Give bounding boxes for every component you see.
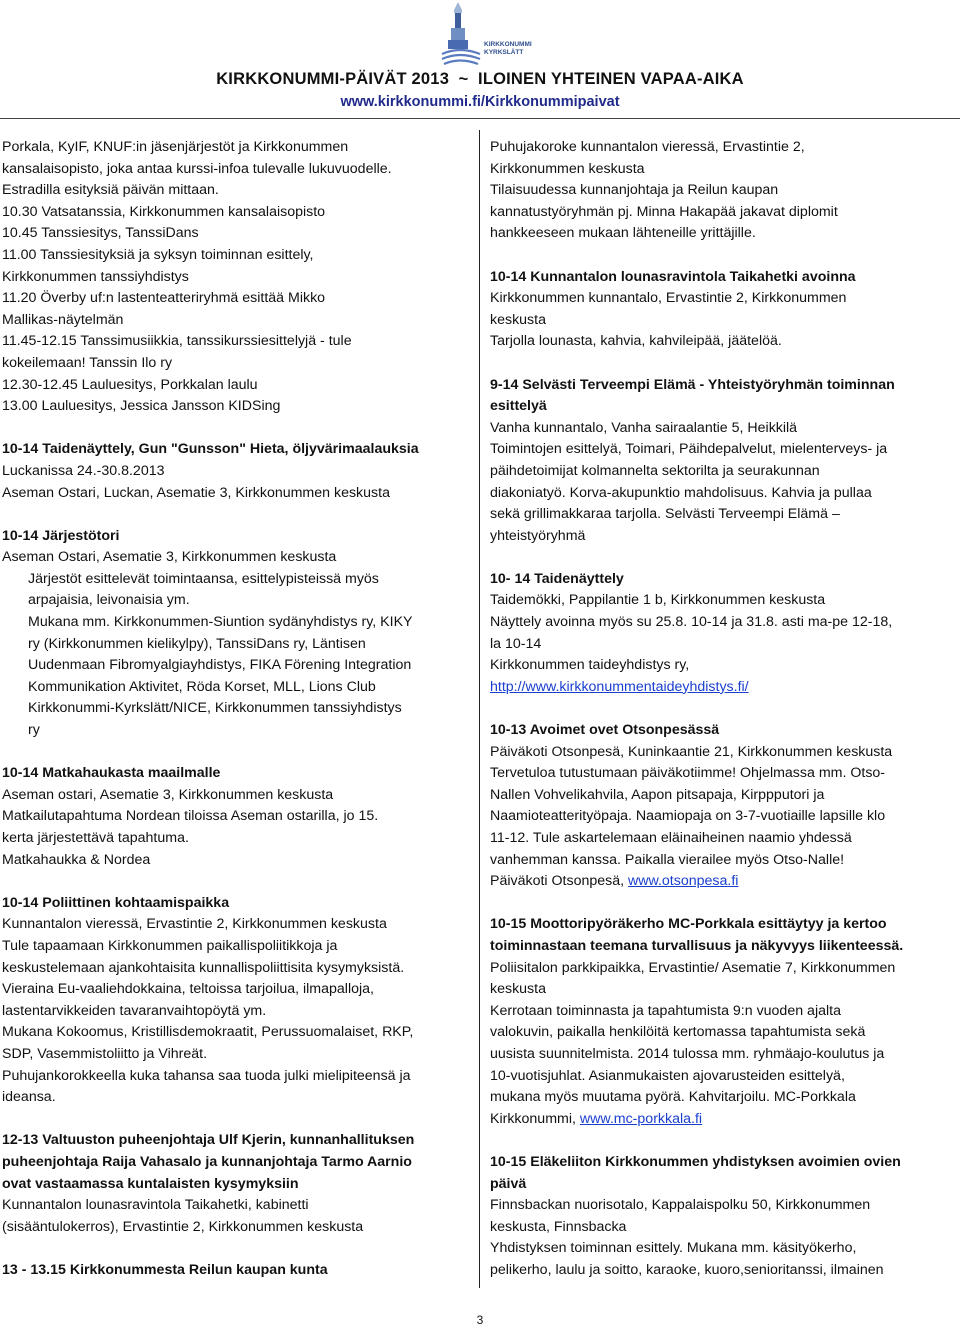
schedule-item: 10.45 Tanssiesitys, TanssiDans: [2, 225, 199, 242]
event-line: Päiväkoti Otsonpesä, Kuninkaantie 21, Kirkkonummen keskusta: [490, 743, 893, 760]
schedule-item: 13.00 Lauluesitys, Jessica Jansson KIDSing: [2, 398, 281, 415]
event-title: toiminnastaan teemana turvallisuus ja näkyvyys liikenteessä.: [490, 937, 904, 954]
event-line: uusista suunnitelmista. 2014 tulossa mm. ryhmäajo-koulutus ja: [490, 1045, 885, 1062]
intro-line: Porkala, KyIF, KNUF:in jäsenjärjestöt ja Kirkkonummen: [2, 139, 349, 155]
event-line: Yhdistyksen toiminnan esittely. Mukana mm. käsityökerho,: [490, 1240, 857, 1257]
event-line: 11-12. Tule askartelemaan eläinaiheinen naamio yhdessä: [490, 830, 852, 846]
header-divider: [0, 118, 960, 119]
event-title: 10-13 Avoimet ovet Otsonpesässä: [490, 722, 720, 739]
event-title: 13 - 13.15 Kirkkonummesta Reilun kaupan kunta: [2, 1261, 328, 1278]
event-line: SDP, Vasemmistoliitto ja Vihreät.: [2, 1045, 208, 1062]
event-title: 9-14 Selvästi Terveempi Elämä - Yhteistyöryhmän toiminnan: [490, 376, 895, 393]
intro-line: Puhujakoroke kunnantalon vieressä, Ervastintie 2,: [490, 139, 805, 155]
right-column: [490, 137, 958, 1281]
intro-line: Kirkkonummen keskusta: [490, 160, 645, 177]
event-title: 10- 14 Taidenäyttely: [490, 570, 624, 587]
event-title: ovat vastaamassa kuntalaisten kysymyksiin: [2, 1175, 299, 1192]
event-line: keskusta, Finnsbacka: [490, 1218, 627, 1235]
event-line: Tule tapaamaan Kirkkonummen paikallispoliitikkoja ja: [2, 937, 338, 954]
event-line: Järjestöt esittelevät toimintaansa, esittelypisteissä myös: [28, 570, 379, 587]
event-line: yhteistyöryhmä: [490, 527, 586, 544]
event-line: Vieraina Eu-vaaliehdokkaina, teltoissa tarjoilua, ilmapalloja,: [2, 981, 374, 998]
mc-porkkala-link[interactable]: www.mc-porkkala.fi: [579, 1110, 703, 1127]
svg-text:KYRKSLÄTT: KYRKSLÄTT: [484, 49, 524, 56]
event-title: 10-14 Taidenäyttely, Gun "Gunsson" Hieta, öljyvärimaalauksia: [2, 441, 419, 458]
event-line: 10-vuotisjuhlat. Asianmukaisten ajovarusteiden esittelyä,: [490, 1067, 845, 1084]
event-title: esittelyä: [490, 398, 547, 415]
event-line: keskusta: [490, 981, 546, 998]
event-line: Tervetuloa tutustumaan päiväkotiimme! Ohjelmassa mm. Otso-: [490, 765, 886, 782]
event-line: Kunnantalon vieressä, Ervastintie 2, Kirkkonummen keskusta: [2, 916, 387, 933]
intro-line: Tilaisuudessa kunnanjohtaja ja Reilun kaupan: [490, 182, 779, 199]
column-divider: [479, 130, 480, 1288]
event-line: sekä grillimakkaraa tarjolla. Selvästi Terveempi Elämä –: [490, 506, 840, 523]
event-line: Aseman ostari, Asematie 3, Kirkkonummen keskusta: [2, 786, 334, 803]
intro-line: kansalaisopisto, joka antaa kurssi-infoa tulevalle lukuvuodelle.: [2, 160, 392, 177]
event-line: lastentarvikkeiden tavaranvaihtopöytä ym.: [2, 1002, 267, 1019]
intro-line: hankkeeseen mukaan lähteneille yrittäjille.: [490, 225, 756, 242]
schedule-item: 11.00 Tanssiesityksiä ja syksyn toiminnan esittely,: [2, 246, 314, 263]
event-line: keskusta: [490, 311, 546, 328]
schedule-item: 12.30-12.45 Lauluesitys, Porkkalan laulu: [2, 376, 258, 393]
event-line: diakoniatyö. Korva-akupunktio mahdolisuus. Kahvia ja pullaa: [490, 484, 872, 501]
event-line: pelikerho, laulu ja soitto, karaoke, kuoro,senioritanssi, ilmainen: [490, 1261, 884, 1278]
event-line: Matkahaukka & Nordea: [2, 851, 151, 868]
event-line: Kunnantalon lounasravintola Taikahetki, kabinetti: [2, 1197, 309, 1214]
event-line: päihdetoimijat kolmannelta sektorilta ja seurakunnan: [490, 462, 820, 479]
schedule-item: 11.20 Överby uf:n lastenteatteriryhmä esittää Mikko: [2, 290, 326, 307]
event-line: la 10-14: [490, 635, 542, 652]
event-title: 10-15 Moottoripyöräkerho MC-Porkkala esittäytyy ja kertoo: [490, 916, 887, 933]
event-line: ideansa.: [2, 1089, 56, 1106]
event-line: Näyttely avoinna myös su 25.8. 10-14 ja 31.8. asti ma-pe 12-18,: [490, 614, 893, 631]
event-line: Kirkkonummi,: [490, 1110, 580, 1127]
event-line: mukana myös muutama pyörä. Kahvitarjoilu. MC-Porkkala: [490, 1089, 856, 1106]
event-line: Vanha kunnantalo, Vanha sairaalantie 5, Heikkilä: [490, 419, 798, 436]
intro-line: Estradilla esityksiä päivän mittaan.: [2, 182, 219, 199]
event-title: 10-14 Kunnantalon lounasravintola Taikahetki avoinna: [490, 268, 856, 285]
event-line: valokuvin, paikalla henkilöitä kertomassa tapahtumista sekä: [490, 1024, 866, 1041]
event-title: 10-14 Poliittinen kohtaamispaikka: [2, 894, 230, 911]
otsonpesa-link[interactable]: www.otsonpesa.fi: [628, 873, 739, 890]
event-line: Kerrotaan toiminnasta ja tapahtumista 9:n vuoden ajalta: [490, 1002, 841, 1019]
event-line: Päiväkoti Otsonpesä,: [490, 873, 629, 890]
event-line: Finnsbackan nuorisotalo, Kappalaispolku 50, Kirkkonummen: [490, 1197, 871, 1214]
event-title: 10-14 Matkahaukasta maailmalle: [2, 765, 221, 782]
event-line: Kommunikation Aktivitet, Röda Korset, MLL, Lions Club: [28, 678, 376, 695]
schedule-item: 10.30 Vatsatanssia, Kirkkonummen kansalaisopisto: [2, 203, 326, 220]
event-title: 12-13 Valtuuston puheenjohtaja Ulf Kjerin, kunnanhallituksen: [2, 1132, 415, 1149]
svg-text:KIRKKONUMMI: KIRKKONUMMI: [484, 41, 532, 48]
event-location: Aseman Ostari, Asematie 3, Kirkkonummen keskusta: [2, 549, 337, 566]
event-line: Naamioteatterityöpaja. Naamiopaja on 3-7-vuotiaille lapsille klo: [490, 808, 886, 825]
event-line: Puhujankorokkeella kuka tahansa saa tuoda julki mielipiteensä ja: [2, 1067, 411, 1084]
event-line: Tarjolla lounasta, kahvia, kahvileipää, jäätelöä.: [490, 333, 782, 350]
event-line: Taidemökki, Pappilantie 1 b, Kirkkonummen keskusta: [490, 592, 826, 609]
event-line: Kirkkonummen taideyhdistys ry,: [490, 657, 690, 674]
left-column: [2, 137, 472, 1281]
page-header-url[interactable]: www.kirkkonummi.fi/Kirkkonummipaivat: [340, 94, 620, 110]
event-line: vanhemman kanssa. Paikalla vierailee myös Otso-Nalle!: [490, 851, 845, 868]
event-line: Nallen Vohvelikahvila, Aapon pitsapaja, Kirppputori ja: [490, 786, 825, 803]
event-line: ry (Kirkkonummen kielikylpy), TanssiDans ry, Läntisen: [28, 635, 366, 652]
schedule-item: Kirkkonummen tanssiyhdistys: [2, 268, 189, 285]
event-line: Kirkkonummi-Kyrkslätt/NICE, Kirkkonummen tanssiyhdistys: [28, 700, 402, 717]
event-line: Kirkkonummen kunnantalo, Ervastintie 2, Kirkkonummen: [490, 290, 847, 307]
event-line: Luckanissa 24.-30.8.2013: [2, 462, 165, 479]
event-title: 10-14 Järjestötori: [2, 527, 120, 544]
page-number: 3: [476, 1313, 484, 1327]
schedule-item: kokeilemaan! Tanssin Ilo ry: [2, 354, 173, 371]
schedule-item: 11.45-12.15 Tanssimusiikkia, tanssikurssiesittelyjä - tule: [2, 333, 352, 350]
taideyhdistys-link[interactable]: http://www.kirkkonummentaideyhdistys.fi/: [490, 678, 749, 695]
kirkkonummi-logo: [440, 2, 540, 68]
event-title: puheenjohtaja Raija Vahasalo ja kunnanjohtaja Tarmo Aarnio: [2, 1153, 412, 1170]
event-line: arpajaisia, leivonaisia ym.: [28, 592, 190, 609]
event-line: kerta järjestettävä tapahtuma.: [2, 830, 189, 846]
event-line: Uudenmaan Fibromyalgiayhdistys, FIKA Förening Integration: [28, 657, 412, 674]
event-line: keskustelemaan ajankohtaisita kunnallispoliittisita kysymyksistä.: [2, 959, 405, 976]
event-line: Aseman Ostari, Luckan, Asematie 3, Kirkkonummen keskusta: [2, 484, 390, 501]
event-line: (sisääntulokerros), Ervastintie 2, Kirkkonummen keskusta: [2, 1218, 364, 1235]
page-header-title: KIRKKONUMMI-PÄIVÄT 2013 ~ ILOINEN YHTEINEN VAPAA-AIKA: [216, 70, 744, 88]
event-title: päivä: [490, 1175, 527, 1192]
schedule-item: Mallikas-näytelmän: [2, 311, 124, 328]
event-line: ry: [28, 722, 40, 739]
intro-line: kannatustyöryhmän pj. Minna Hakapää jakavat diplomit: [490, 203, 838, 220]
event-line: Poliisitalon parkkipaikka, Ervastintie/ Asematie 7, Kirkkonummen: [490, 959, 896, 976]
event-line: Mukana mm. Kirkkonummen-Siuntion sydänyhdistys ry, KIKY: [28, 614, 413, 631]
event-line: Toimintojen esittelyä, Toimari, Päihdepalvelut, mielenterveys- ja: [490, 441, 888, 458]
event-title: 10-15 Eläkeliiton Kirkkonummen yhdistyksen avoimien ovien: [490, 1153, 901, 1170]
event-line: Mukana Kokoomus, Kristillisdemokraatit, Perussuomalaiset, RKP,: [2, 1024, 414, 1041]
event-line: Matkailutapahtuma Nordean tiloissa Aseman ostarilla, jo 15.: [2, 808, 379, 825]
